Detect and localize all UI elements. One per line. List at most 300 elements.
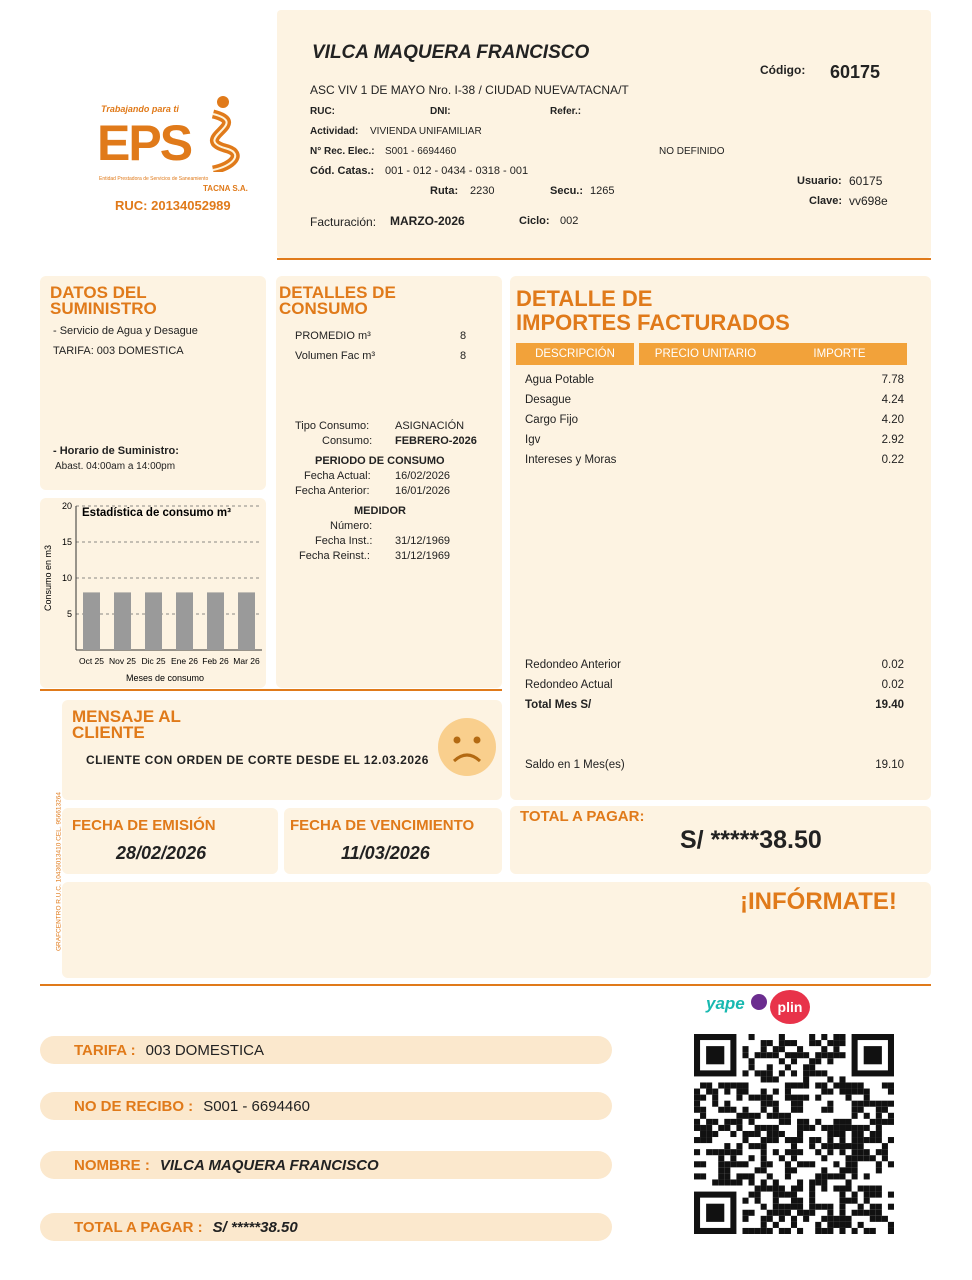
qr-module: [724, 1161, 730, 1167]
qr-module: [791, 1137, 797, 1143]
ruc-label: RUC:: [310, 106, 335, 117]
qr-module: [833, 1161, 839, 1167]
qr-module: [815, 1119, 821, 1125]
bottom-total-value: S/ *****38.50: [212, 1218, 298, 1236]
consumo-title-2: CONSUMO: [279, 299, 368, 318]
qr-module: [839, 1228, 845, 1234]
col-importe: IMPORTE: [772, 343, 907, 365]
bottom-nombre-value: VILCA MAQUERA FRANCISCO: [159, 1156, 379, 1174]
qr-module: [791, 1204, 797, 1210]
qr-module: [888, 1089, 894, 1095]
qr-module: [809, 1179, 815, 1185]
qr-module: [870, 1216, 876, 1222]
qr-module: [809, 1204, 815, 1210]
qr-module: [888, 1228, 894, 1234]
printer-side-text: GRAFCENTRO R.U.C. 10436013410 CEL. 956613264: [55, 792, 63, 951]
qr-module: [839, 1137, 845, 1143]
qr-module: [833, 1040, 839, 1046]
qr-module: [700, 1161, 706, 1167]
qr-module: [864, 1125, 870, 1131]
qr-module: [767, 1113, 773, 1119]
qr-module: [724, 1143, 730, 1149]
qr-module: [785, 1064, 791, 1070]
qr-module: [809, 1070, 815, 1076]
y-axis-label: Consumo en m3: [43, 544, 53, 612]
qr-module: [749, 1173, 755, 1179]
consumo-title-1: DETALLES DE: [279, 283, 396, 302]
yape-text: yape: [706, 994, 745, 1013]
qr-module: [876, 1101, 882, 1107]
qr-module: [761, 1186, 767, 1192]
qr-module: [785, 1082, 791, 1088]
qr-module: [773, 1149, 779, 1155]
qr-module: [718, 1167, 724, 1173]
qr-module: [706, 1119, 712, 1125]
qr-code[interactable]: [694, 1034, 894, 1234]
qr-module: [852, 1143, 858, 1149]
qr-module: [846, 1095, 852, 1101]
secu-label: Secu.:: [550, 185, 584, 197]
qr-module: [694, 1107, 700, 1113]
fecha-inst-value: 31/12/1969: [395, 535, 451, 547]
qr-module: [815, 1137, 821, 1143]
qr-module: [864, 1198, 870, 1204]
qr-module: [761, 1046, 767, 1052]
qr-module: [755, 1167, 761, 1173]
qr-module: [852, 1137, 858, 1143]
qr-module: [876, 1119, 882, 1125]
qr-module: [767, 1161, 773, 1167]
qr-module: [742, 1210, 748, 1216]
qr-module: [858, 1137, 864, 1143]
qr-module: [730, 1149, 736, 1155]
qr-module: [797, 1046, 803, 1052]
qr-module: [694, 1149, 700, 1155]
qr-module: [718, 1082, 724, 1088]
qr-module: [809, 1137, 815, 1143]
x-tick-label: Feb 26: [202, 656, 229, 666]
qr-module: [882, 1082, 888, 1088]
qr-module: [694, 1119, 700, 1125]
qr-module: [797, 1119, 803, 1125]
qr-module: [839, 1040, 845, 1046]
qr-module: [742, 1161, 748, 1167]
qr-module: [694, 1095, 700, 1101]
qr-module: [827, 1210, 833, 1216]
qr-module: [797, 1082, 803, 1088]
qr-module: [791, 1149, 797, 1155]
qr-module: [888, 1222, 894, 1228]
qr-module: [779, 1210, 785, 1216]
volumen-value: 8: [460, 350, 467, 362]
qr-module: [755, 1186, 761, 1192]
qr-module: [761, 1143, 767, 1149]
qr-module: [791, 1095, 797, 1101]
y-tick-label: 10: [61, 573, 72, 583]
qr-module: [755, 1143, 761, 1149]
qr-module: [864, 1149, 870, 1155]
qr-module: [779, 1131, 785, 1137]
qr-module: [712, 1101, 718, 1107]
qr-module: [882, 1119, 888, 1125]
qr-module: [852, 1155, 858, 1161]
fecha-actual-label: Fecha Actual:: [304, 470, 371, 482]
importe-desc: Agua Potable: [525, 374, 595, 386]
qr-module: [821, 1107, 827, 1113]
medidor-title: MEDIDOR: [354, 505, 406, 517]
qr-module: [852, 1198, 858, 1204]
qr-module: [773, 1210, 779, 1216]
x-tick-label: Oct 25: [78, 656, 105, 666]
qr-module: [833, 1222, 839, 1228]
qr-module: [864, 1186, 870, 1192]
qr-module: [767, 1173, 773, 1179]
qr-module: [761, 1089, 767, 1095]
bottom-nombre-label: NOMBRE :: [74, 1156, 150, 1174]
qr-module: [797, 1186, 803, 1192]
qr-module: [773, 1204, 779, 1210]
qr-module: [846, 1222, 852, 1228]
importes-title-2: IMPORTES FACTURADOS: [516, 310, 790, 335]
importe-row: [525, 394, 904, 406]
qr-module: [749, 1210, 755, 1216]
qr-module: [846, 1155, 852, 1161]
qr-module: [791, 1143, 797, 1149]
qr-module: [803, 1064, 809, 1070]
qr-module: [767, 1186, 773, 1192]
qr-module: [785, 1040, 791, 1046]
qr-module: [736, 1089, 742, 1095]
bottom-tarifa-value: 003 DOMESTICA: [145, 1041, 265, 1059]
qr-module: [803, 1052, 809, 1058]
qr-module: [797, 1204, 803, 1210]
qr-module: [718, 1161, 724, 1167]
qr-module: [833, 1052, 839, 1058]
qr-module: [864, 1095, 870, 1101]
qr-module: [761, 1107, 767, 1113]
qr-module: [870, 1192, 876, 1198]
qr-module: [797, 1149, 803, 1155]
secu-value: 1265: [590, 185, 615, 197]
qr-module: [821, 1052, 827, 1058]
qr-module: [870, 1137, 876, 1143]
col-precio-unitario: PRECIO UNITARIO: [639, 343, 772, 365]
qr-module: [821, 1143, 827, 1149]
qr-module: [827, 1040, 833, 1046]
qr-module: [700, 1113, 706, 1119]
fecha-inst-label: Fecha Inst.:: [315, 535, 373, 547]
redondeo-anterior-label: Redondeo Anterior: [525, 659, 621, 671]
qr-module: [706, 1125, 712, 1131]
qr-module: [833, 1131, 839, 1137]
qr-module: [797, 1125, 803, 1131]
qr-module: [761, 1179, 767, 1185]
ciclo-value: 002: [560, 215, 579, 227]
qr-module: [749, 1131, 755, 1137]
importe-value: 4.24: [881, 394, 904, 406]
qr-module: [742, 1089, 748, 1095]
qr-module: [773, 1113, 779, 1119]
qr-module: [821, 1070, 827, 1076]
qr-module: [852, 1107, 858, 1113]
tipo-value: ASIGNACIÓN: [395, 420, 465, 432]
y-tick-label: 15: [61, 537, 72, 547]
importes-title-1: DETALLE DE: [516, 286, 653, 311]
qr-module: [833, 1173, 839, 1179]
qr-module: [882, 1143, 888, 1149]
ciclo-label: Ciclo:: [519, 215, 550, 227]
qr-module: [779, 1058, 785, 1064]
qr-module: [821, 1204, 827, 1210]
qr-module: [712, 1179, 718, 1185]
suministro-servicio: - Servicio de Agua y Desague: [53, 325, 198, 337]
qr-module: [876, 1125, 882, 1131]
qr-module: [888, 1161, 894, 1167]
qr-module: [785, 1095, 791, 1101]
qr-module: [724, 1107, 730, 1113]
qr-module: [858, 1082, 864, 1088]
qr-module: [864, 1113, 870, 1119]
clave-value: vv698e: [849, 194, 888, 208]
fecha-reinst-value: 31/12/1969: [395, 550, 451, 562]
qr-module: [809, 1040, 815, 1046]
qr-module: [785, 1204, 791, 1210]
promedio-label: PROMEDIO m³: [295, 330, 371, 342]
qr-module: [749, 1058, 755, 1064]
qr-module: [706, 1082, 712, 1088]
logo-city: TACNA S.A.: [203, 184, 248, 193]
qr-module: [724, 1167, 730, 1173]
qr-module: [779, 1216, 785, 1222]
qr-module: [852, 1131, 858, 1137]
redondeo-actual-label: Redondeo Actual: [525, 679, 613, 691]
qr-module: [864, 1089, 870, 1095]
qr-module: [876, 1107, 882, 1113]
qr-module: [761, 1149, 767, 1155]
qr-module: [839, 1204, 845, 1210]
qr-module: [797, 1210, 803, 1216]
qr-module: [821, 1155, 827, 1161]
qr-module: [803, 1119, 809, 1125]
qr-module: [712, 1119, 718, 1125]
y-tick-label: 20: [61, 501, 72, 511]
qr-module: [791, 1192, 797, 1198]
facturacion-value: MARZO-2026: [390, 214, 465, 228]
qr-module: [803, 1070, 809, 1076]
qr-module: [779, 1040, 785, 1046]
qr-module: [736, 1161, 742, 1167]
qr-module: [797, 1161, 803, 1167]
qr-module: [803, 1125, 809, 1131]
logo-brand: EPS: [97, 115, 192, 171]
qr-module: [882, 1155, 888, 1161]
usuario-value: 60175: [849, 174, 883, 188]
qr-module: [876, 1137, 882, 1143]
qr-module: [755, 1228, 761, 1234]
nrec-value: S001 - 6694460: [385, 146, 457, 157]
facturacion-label: Facturación:: [310, 215, 377, 229]
importe-value: 0.22: [881, 454, 904, 466]
qr-module: [761, 1167, 767, 1173]
qr-finder-core: [706, 1204, 724, 1222]
nrec-label: N° Rec. Elec.:: [310, 146, 375, 157]
qr-module: [767, 1210, 773, 1216]
qr-module: [785, 1137, 791, 1143]
qr-module: [761, 1101, 767, 1107]
logo-ruc: RUC: 20134052989: [115, 198, 231, 213]
qr-module: [876, 1192, 882, 1198]
qr-module: [858, 1222, 864, 1228]
qr-module: [761, 1161, 767, 1167]
qr-finder-core: [864, 1046, 882, 1064]
qr-module: [785, 1192, 791, 1198]
x-axis-label: Meses de consumo: [125, 673, 205, 683]
qr-module: [797, 1198, 803, 1204]
qr-module: [791, 1186, 797, 1192]
qr-module: [730, 1082, 736, 1088]
qr-module: [773, 1076, 779, 1082]
qr-module: [700, 1173, 706, 1179]
qr-module: [858, 1210, 864, 1216]
qr-module: [767, 1070, 773, 1076]
suministro-tarifa: TARIFA: 003 DOMESTICA: [53, 345, 184, 357]
qr-module: [718, 1125, 724, 1131]
periodo-title: PERIODO DE CONSUMO: [315, 455, 445, 467]
saldo-row: [525, 759, 904, 771]
qr-module: [791, 1198, 797, 1204]
qr-module: [767, 1076, 773, 1082]
customer-address: ASC VIV 1 DE MAYO Nro. I-38 / CIUDAD NUEVA/TACNA/T: [310, 83, 629, 97]
qr-module: [852, 1167, 858, 1173]
qr-module: [718, 1149, 724, 1155]
x-tick-label: Ene 26: [171, 656, 198, 666]
qr-module: [821, 1082, 827, 1088]
mensaje-text: CLIENTE CON ORDEN DE CORTE DESDE EL 12.03.2026: [86, 753, 429, 767]
suministro-title-1: DATOS DEL: [50, 283, 147, 302]
emision-date: 28/02/2026: [116, 843, 207, 863]
qr-module: [742, 1198, 748, 1204]
qr-module: [755, 1131, 761, 1137]
qr-module: [785, 1119, 791, 1125]
qr-module: [736, 1149, 742, 1155]
qr-module: [839, 1082, 845, 1088]
importe-row: [525, 434, 904, 446]
qr-module: [821, 1179, 827, 1185]
qr-module: [797, 1137, 803, 1143]
qr-module: [821, 1228, 827, 1234]
qr-module: [821, 1186, 827, 1192]
total-mes-value: 19.40: [875, 699, 904, 711]
qr-module: [846, 1198, 852, 1204]
qr-module: [864, 1173, 870, 1179]
qr-module: [882, 1149, 888, 1155]
col-descripcion: DESCRIPCIÓN: [516, 343, 634, 365]
qr-module: [700, 1107, 706, 1113]
header-divider: [277, 258, 931, 260]
qr-module: [785, 1113, 791, 1119]
qr-module: [742, 1173, 748, 1179]
qr-module: [846, 1143, 852, 1149]
qr-module: [785, 1052, 791, 1058]
qr-module: [742, 1137, 748, 1143]
qr-module: [803, 1161, 809, 1167]
qr-module: [821, 1216, 827, 1222]
qr-module: [839, 1167, 845, 1173]
qr-module: [742, 1228, 748, 1234]
qr-module: [761, 1125, 767, 1131]
qr-module: [694, 1173, 700, 1179]
qr-module: [761, 1222, 767, 1228]
qr-module: [809, 1064, 815, 1070]
logo-tagline: Trabajando para ti: [101, 104, 179, 114]
qr-module: [815, 1204, 821, 1210]
qr-module: [809, 1192, 815, 1198]
qr-module: [864, 1192, 870, 1198]
qr-module: [833, 1034, 839, 1040]
qr-module: [761, 1228, 767, 1234]
qr-module: [779, 1034, 785, 1040]
qr-module: [852, 1101, 858, 1107]
promedio-value: 8: [460, 330, 467, 342]
qr-module: [827, 1204, 833, 1210]
qr-module: [809, 1058, 815, 1064]
qr-module: [785, 1149, 791, 1155]
logo-river-icon: [193, 94, 255, 172]
no-definido: NO DEFINIDO: [659, 146, 725, 157]
company-logo: [95, 92, 260, 217]
qr-module: [839, 1089, 845, 1095]
qr-module: [712, 1131, 718, 1137]
qr-module: [827, 1173, 833, 1179]
qr-module: [724, 1089, 730, 1095]
qr-module: [767, 1052, 773, 1058]
qr-module: [749, 1155, 755, 1161]
qr-module: [864, 1155, 870, 1161]
qr-module: [876, 1186, 882, 1192]
qr-module: [749, 1095, 755, 1101]
qr-module: [870, 1228, 876, 1234]
qr-module: [718, 1107, 724, 1113]
numero-label: Número:: [330, 520, 373, 532]
qr-module: [700, 1125, 706, 1131]
bottom-recibo-row: [40, 1092, 612, 1120]
y-tick-label: 5: [66, 609, 72, 619]
qr-module: [815, 1179, 821, 1185]
qr-module: [761, 1095, 767, 1101]
qr-module: [882, 1107, 888, 1113]
qr-module: [773, 1222, 779, 1228]
qr-module: [761, 1070, 767, 1076]
qr-module: [767, 1064, 773, 1070]
qr-module: [736, 1119, 742, 1125]
qr-module: [773, 1198, 779, 1204]
chart-title: Estadística de consumo m³: [82, 507, 231, 519]
qr-module: [706, 1149, 712, 1155]
qr-module: [839, 1131, 845, 1137]
qr-module: [888, 1082, 894, 1088]
qr-module: [773, 1192, 779, 1198]
qr-module: [712, 1095, 718, 1101]
qr-module: [773, 1131, 779, 1137]
logo-subtitle: Entidad Prestadora de Servicios de Saneamiento: [99, 176, 209, 182]
codigo-value: 60175: [830, 62, 881, 82]
qr-module: [718, 1173, 724, 1179]
qr-module: [773, 1186, 779, 1192]
qr-module: [815, 1228, 821, 1234]
qr-module: [858, 1143, 864, 1149]
qr-module: [803, 1082, 809, 1088]
qr-module: [773, 1137, 779, 1143]
